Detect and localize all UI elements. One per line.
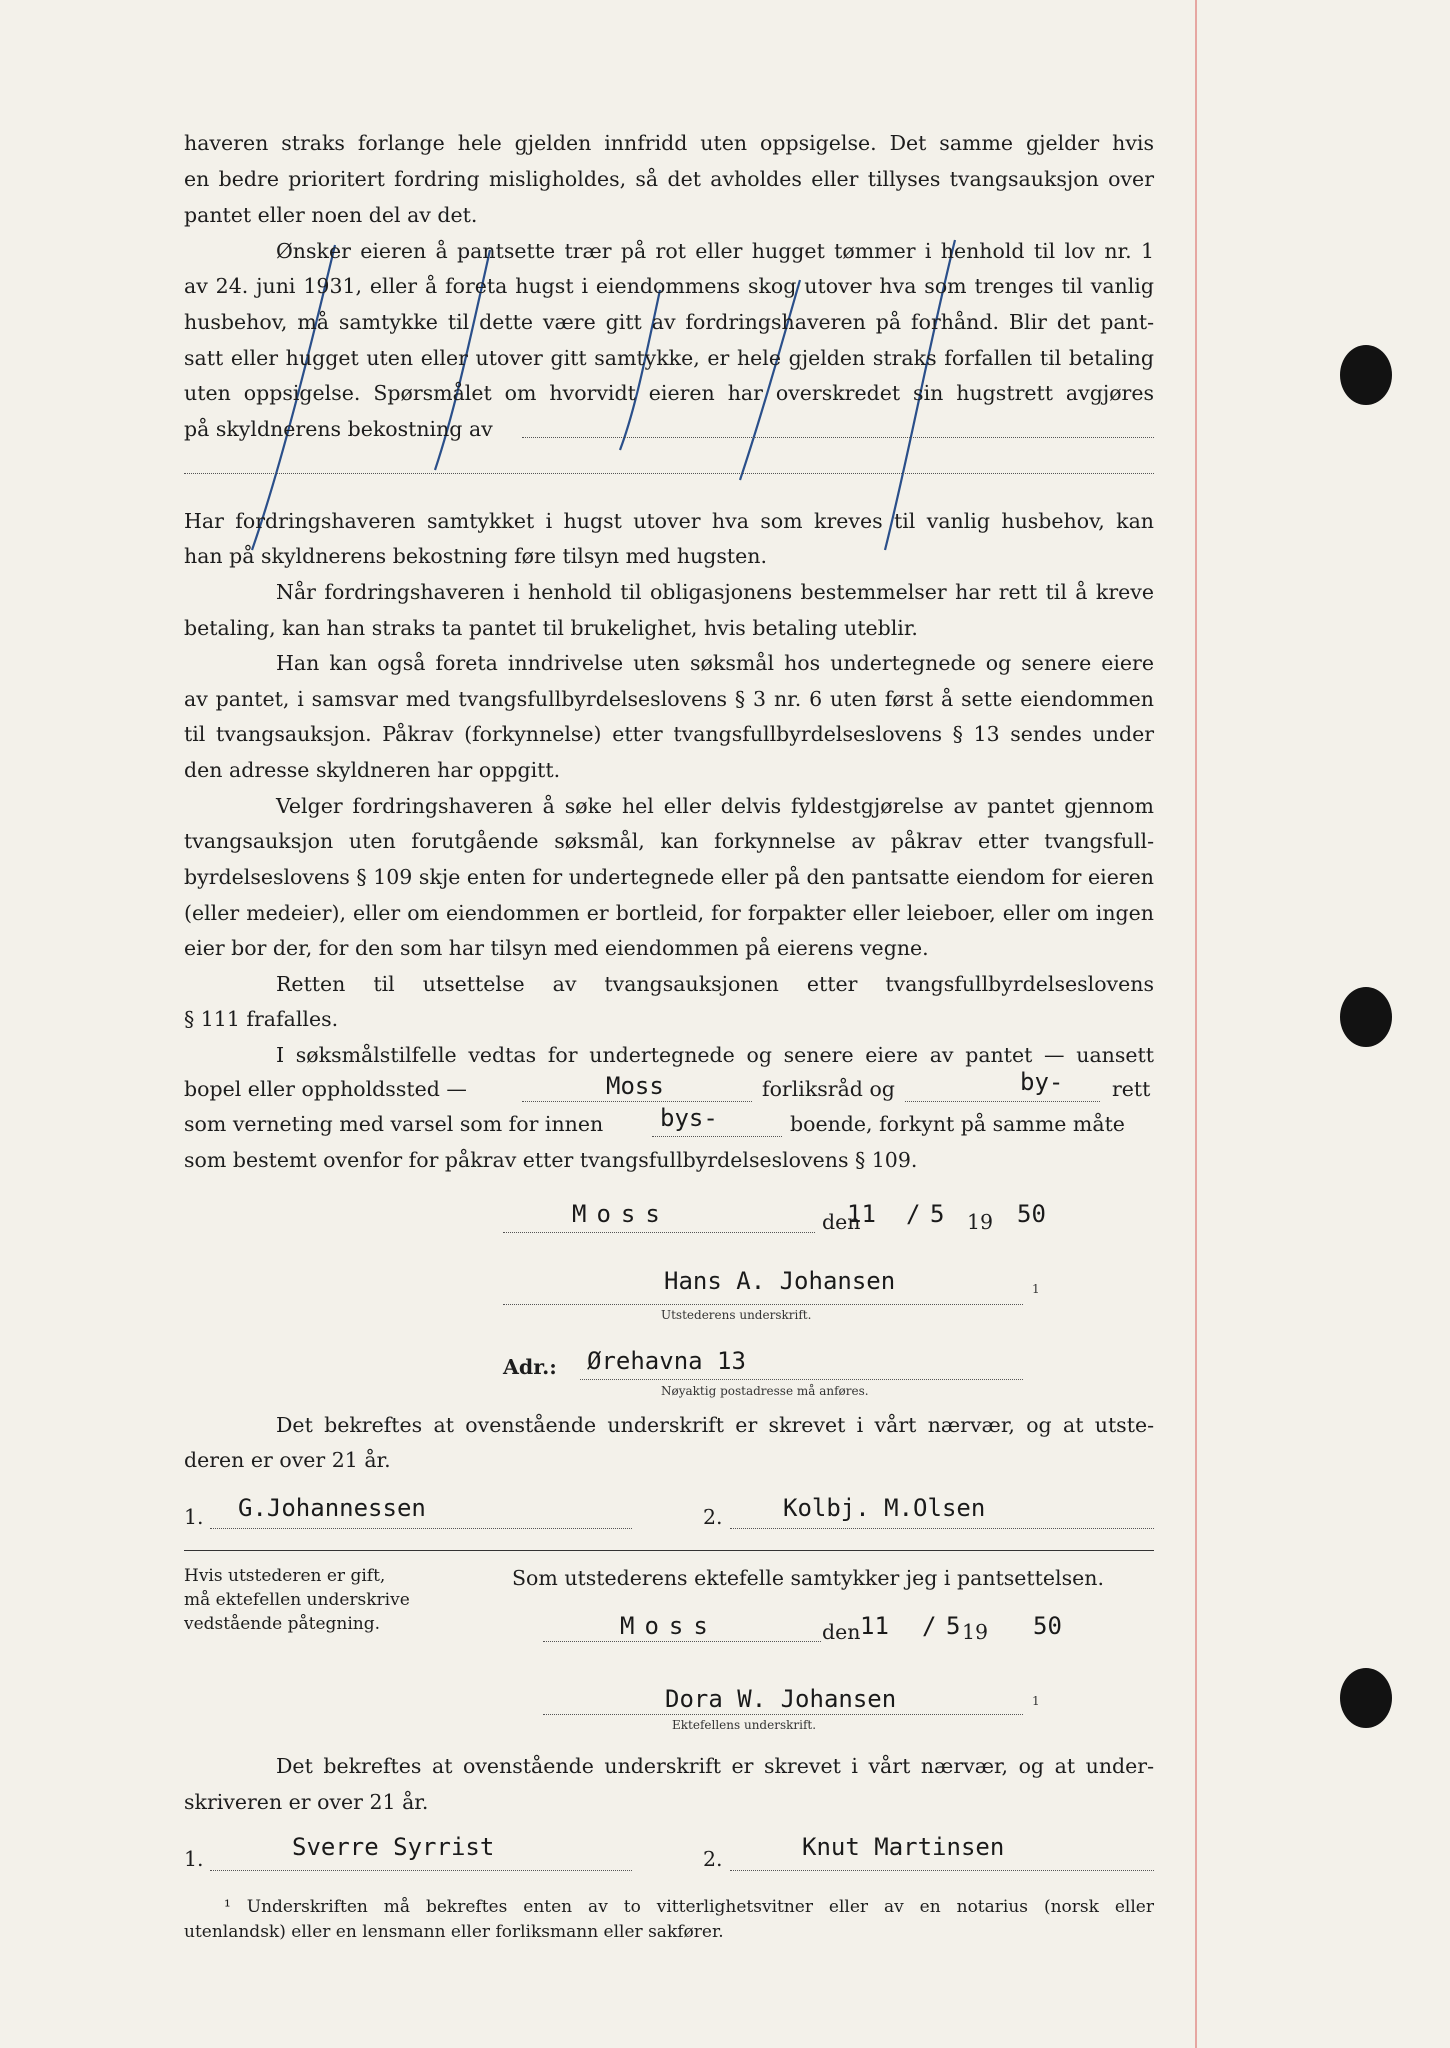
dotted-line <box>522 437 1154 438</box>
text-line: satt eller hugget uten eller utover gitt samtykke, er hele gjelden straks forfallen til betaling <box>184 346 1154 370</box>
issuer-address: Ørehavna 13 <box>587 1347 746 1375</box>
text-line: deren er over 21 år. <box>184 1448 391 1472</box>
dotted-line <box>652 1136 782 1137</box>
text-line: § 111 frafalles. <box>184 1007 339 1031</box>
spouse-place: Moss <box>620 1612 718 1640</box>
text-line: til tvangsauksjon. Påkrav (forkynnelse) etter tvangsfullbyrdelseslovens § 13 sendes under <box>184 722 1154 746</box>
text-line: tvangsauksjon uten forutgående søksmål, kan forkynnelse av påkrav etter tvangsfull- <box>184 829 1154 853</box>
text-line: Det bekreftes at ovenstående underskrift er skrevet i vårt nærvær, og at utste- <box>276 1413 1154 1437</box>
witness-number: 2. <box>703 1847 723 1871</box>
issuer-day: 11 <box>847 1200 876 1228</box>
text-line: på skyldnerens bekostning av <box>184 417 493 441</box>
margin-line <box>1195 0 1197 2048</box>
address-caption: Nøyaktig postadresse må anføres. <box>661 1384 869 1398</box>
text-line: byrdelseslovens § 109 skje enten for undertegnede eller på den pantsatte eiendom for eieren <box>184 865 1154 889</box>
venue-text: forliksråd og <box>762 1077 895 1101</box>
text-line: eier bor der, for den som har tilsyn med eiendommen på eierens vegne. <box>184 936 929 960</box>
dotted-line <box>522 1101 752 1102</box>
venue-text: rett <box>1112 1077 1151 1101</box>
spouse-day: 11 <box>860 1612 889 1640</box>
spouse-consent: Som utstederens ektefelle samtykker jeg i pantsettelsen. <box>512 1566 1104 1590</box>
text-line: Han kan også foreta inndrivelse uten søksmål hos undertegnede og senere eiere <box>276 651 1154 675</box>
year-prefix: 19 <box>962 1620 989 1644</box>
venue-text: boende, forkynt på samme måte <box>790 1112 1125 1136</box>
venue-text: bopel eller oppholdssted — <box>184 1077 467 1101</box>
witness-1-signature: G.Johannessen <box>238 1494 426 1522</box>
text-line: Har fordringshaveren samtykket i hugst utover hva som kreves til vanlig husbehov, kan <box>184 509 1154 533</box>
text-line: haveren straks forlange hele gjelden innfridd uten oppsigelse. Det samme gjelder hvis <box>184 131 1154 155</box>
venue-text: som bestemt ovenfor for påkrav etter tvangsfullbyrdelseslovens § 109. <box>184 1148 918 1172</box>
den-label: den <box>822 1210 861 1234</box>
court-city: Moss <box>606 1072 664 1100</box>
issuer-place: Moss <box>572 1200 670 1228</box>
year-prefix: 19 <box>967 1210 994 1234</box>
witness-2-signature: Kolbj. M.Olsen <box>783 1494 986 1522</box>
court-type: by- <box>1020 1068 1064 1096</box>
dotted-line <box>543 1714 1023 1715</box>
dotted-line <box>184 473 1154 474</box>
punch-hole <box>1340 1668 1392 1728</box>
dotted-line <box>503 1304 1023 1305</box>
text-line: Ønsker eieren å pantsette trær på rot eller hugget tømmer i henhold til lov nr. 1 <box>276 239 1154 263</box>
spouse-instruction: må ektefellen underskrive <box>184 1590 410 1610</box>
text-line: skriveren er over 21 år. <box>184 1790 429 1814</box>
text-line: pantet eller noen del av det. <box>184 203 478 227</box>
spouse-year: 50 <box>1033 1612 1062 1640</box>
section-divider <box>184 1550 1154 1551</box>
footnote-line: utenlandsk) eller en lensmann eller forliksmann eller sakfører. <box>184 1922 724 1942</box>
signature-caption: Ektefellens underskrift. <box>672 1718 817 1732</box>
issuer-month: 5 <box>930 1200 945 1228</box>
witness-number: 2. <box>703 1505 723 1529</box>
spouse-instruction: vedstående påtegning. <box>184 1614 381 1634</box>
spouse-instruction: Hvis utstederen er gift, <box>184 1566 386 1586</box>
dotted-line <box>730 1528 1154 1529</box>
text-line: Retten til utsettelse av tvangsauksjonen etter tvangsfullbyrdelseslovens <box>276 972 1154 996</box>
footnote-line: ¹ Underskriften må bekreftes enten av to vitterlighetsvitner eller av en notarius (norsk eller <box>224 1897 1154 1917</box>
text-line: av pantet, i samsvar med tvangsfullbyrdelseslovens § 3 nr. 6 uten først å sette eiendommen <box>184 687 1154 711</box>
dotted-line <box>503 1232 815 1233</box>
dotted-line <box>210 1528 632 1529</box>
witness-number: 1. <box>184 1847 204 1871</box>
text-line: den adresse skyldneren har oppgitt. <box>184 758 561 782</box>
text-line: en bedre prioritert fordring misligholdes, så det avholdes eller tillyses tvangsauksjon over <box>184 167 1154 191</box>
dotted-line <box>580 1379 1023 1380</box>
text-line: husbehov, må samtykke til dette være gitt av fordringshaveren på forhånd. Blir det pant- <box>184 310 1154 334</box>
text-line: uten oppsigelse. Spørsmålet om hvorvidt eieren har overskredet sin hugstrett avgjøres <box>184 381 1154 405</box>
punch-hole <box>1340 345 1392 405</box>
dotted-line <box>210 1870 632 1871</box>
date-slash: / <box>922 1612 937 1640</box>
date-slash: / <box>906 1200 921 1228</box>
boende-type: bys- <box>660 1104 718 1132</box>
punch-hole <box>1340 987 1392 1047</box>
text-line: Det bekreftes at ovenstående underskrift er skrevet i vårt nærvær, og at under- <box>276 1754 1154 1778</box>
dotted-line <box>730 1870 1154 1871</box>
text-line: betaling, kan han straks ta pantet til brukelighet, hvis betaling uteblir. <box>184 616 918 640</box>
witness-2-signature: Knut Martinsen <box>802 1833 1005 1861</box>
text-line: I søksmålstilfelle vedtas for undertegnede og senere eiere av pantet — uansett <box>276 1043 1154 1067</box>
adr-label: Adr.: <box>503 1355 557 1379</box>
dotted-line <box>543 1641 821 1642</box>
issuer-year: 50 <box>1017 1200 1046 1228</box>
footnote-marker: 1 <box>1032 1282 1040 1296</box>
issuer-signature: Hans A. Johansen <box>664 1267 896 1295</box>
venue-text: som verneting med varsel som for innen <box>184 1112 604 1136</box>
spouse-signature: Dora W. Johansen <box>665 1685 897 1713</box>
text-line: Når fordringshaveren i henhold til obligasjonens bestemmelser har rett til å kreve <box>276 580 1154 604</box>
text-line: (eller medeier), eller om eiendommen er bortleid, for forpakter eller leieboer, eller om ingen <box>184 901 1154 925</box>
text-line: Velger fordringshaveren å søke hel eller delvis fyldestgjørelse av pantet gjennom <box>276 794 1154 818</box>
den-label: den <box>822 1620 861 1644</box>
signature-caption: Utstederens underskrift. <box>661 1308 812 1322</box>
text-line: han på skyldnerens bekostning føre tilsyn med hugsten. <box>184 544 767 568</box>
text-line: av 24. juni 1931, eller å foreta hugst i eiendommens skog utover hva som trenges til vanlig <box>184 274 1154 298</box>
witness-1-signature: Sverre Syrrist <box>292 1833 495 1861</box>
spouse-month: 5 <box>946 1612 961 1640</box>
witness-number: 1. <box>184 1505 204 1529</box>
footnote-marker: 1 <box>1032 1694 1040 1708</box>
dotted-line <box>905 1101 1100 1102</box>
